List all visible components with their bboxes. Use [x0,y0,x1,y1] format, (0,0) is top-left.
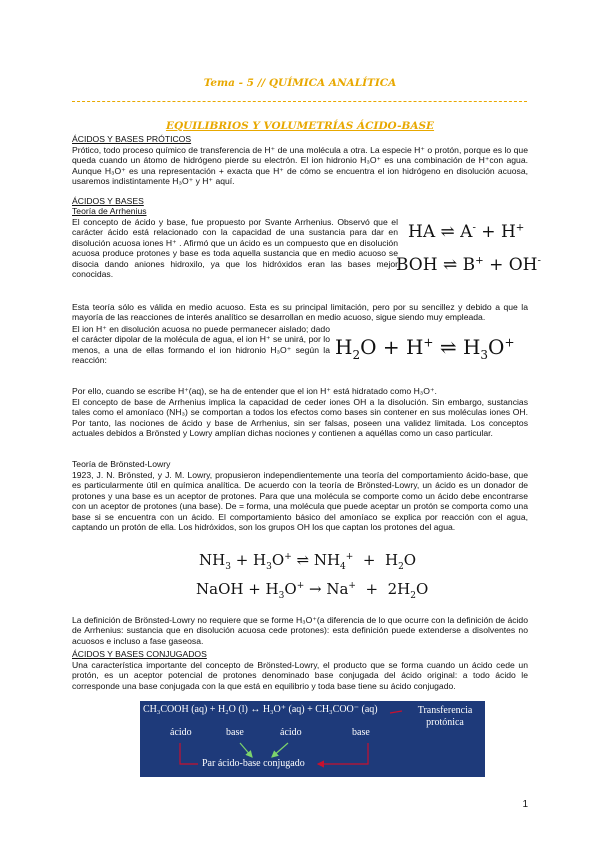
paragraph-ion-hidronio: El ion H⁺ en disolución acuosa no puede permanecer aislado; dado el carácter dipolar de la molécula de agua, el ion H⁺ se unirá, por lo menos, a una de ellas formando el ion hidronio H₃O⁺ según la reacción: [72,324,330,366]
paragraph-conjugados: Una característica importante del concepto de Brönsted-Lowry, el producto que se forma cuando un ácido cede un protón, es un aceptor potencial de protones denominado base conjugada del ácido original: a todo ácido le corresponde una base conjugada con la que está en equilibrio y toda base tiene su ácido conjugado. [72,660,528,691]
conjugate-pair-diagram [140,701,485,777]
diagram-label-base-2: base [352,727,370,738]
section-heading-acidos-proticos: ÁCIDOS Y BASES PRÓTICOS [72,134,192,144]
diagram-equation: CH₃COOH (aq) + H₂O (l) ↔ H₃O⁺ (aq) + CH₃COO⁻ (aq) [143,704,378,715]
diagram-label-acid-2: ácido [280,727,302,738]
paragraph-bronsted-lowry: 1923, J. N. Brönsted, y J. M. Lowry, propusieron independientemente una teoría del comportamiento ácido-base, que es particularmente útil en química analítica. De acuerdo con la teoría de Brönsted-Lowry, un ácido es un donador de protones y una base es un aceptor de protones. Para que una molécula se comporte como un ácido debe encontrarse con un aceptor de protones (una base). De = forma, una molécula que puede aceptar un protón se comporta como una base si se encuentra con un ácido. El comportamiento básico del amoníaco se explica por reacción con el agua, captando un protón de ella. Los hidróxidos, son los grupos OH los que captan los protones del agua. [72,470,528,533]
diagram-label-acid-1: ácido [170,727,192,738]
page-number: 1 [522,799,528,810]
paragraph-arrhenius: El concepto de ácido y base, fue propuesto por Svante Arrhenius. Observó que el carácter ácido está relacionado con la capacidad de una sustancia para dar en disolución acuosa iones H⁺ . Afirmó que un ácido es un compuesto que en disolución acuosa produce protones y base es toda aquella sustancia que en medio acuoso se disocia dando aniones hidroxilo, ya que los hidróxidos eran las bases mejor conocidas. [72,217,398,280]
pair-arrow-left [180,743,198,764]
title-divider [72,101,527,102]
equation-ha-dissociation: HA ⇌ A- + H+ [408,222,525,242]
paragraph-protico: Prótico, todo proceso químico de transferencia de H⁺ de una molécula a otra. La especie H⁺ o protón, porque es lo que queda cuando un átomo de hidrógeno pierde su electrón. El ion hidronio H₃O⁺ es una combinación de H⁺con agua. Aunque H₃O⁺ es una representación + exacta que H⁺ de cómo se encuentra el ion hidrógeno en disolución acuosa, usaremos indistintamente H₃O⁺ y H⁺ aquí. [72,145,528,187]
paragraph-limitacion: Esta teoría sólo es válida en medio acuoso. Esta es su principal limitación, pero por su sencillez y debido a que la mayoría de las reacciones de interés analítico se desarrollan en medio acuoso, sigue siendo muy empleada. [72,302,528,323]
topic-title: Tema - 5 // QUÍMICA ANALÍTICA [203,77,397,89]
diagram-arrows [140,701,485,777]
section-heading-conjugados: ÁCIDOS Y BASES CONJUGADOS [72,649,207,659]
subheading-arrhenius: Teoría de Arrhenius [72,206,147,216]
paragraph-base-arrhenius: El concepto de base de Arrhenius implica la capacidad de ceder iones OH a la disolución. Sin embargo, sustancias tales como el amoníaco (NH₃) se comportan a todos los efectos como bases sin contener en sus moléculas iones OH. Por tanto, las nociones de ácido y base de Arrhenius, sin ser falsas, poseen una validez limitada. Los conceptos actuales debidos a Brönsted y Lowry amplían dichas nociones y contienen a aquéllas como un caso particular. [72,397,528,439]
document-subtitle: EQUILIBRIOS Y VOLUMETRÍAS ÁCIDO-BASE [165,120,435,132]
diagram-transfer-label: Transferencia protónica [417,705,473,728]
transfer-arrow-1 [240,743,252,757]
diagram-label-base-1: base [226,727,244,738]
diagram-pair-label: Par ácido-base conjugado [202,758,305,769]
equation-hydronium-formation: $H_2O + H^+$ ⇌ $H_3O^+$ [335,335,515,362]
section-heading-acidos-bases: ÁCIDOS Y BASES [72,196,144,206]
equation-ammonia: $NH_3 + H_3O^+$ ⇌ $NH_4^+ + H_2O$ [199,551,417,572]
transfer-arrow-2 [272,743,288,757]
paragraph-h-aq: Por ello, cuando se escribe H⁺(aq), se ha de entender que el ion H⁺ está hidratado como H₃O⁺. [72,386,437,396]
transfer-pointer [390,711,402,713]
equation-boh-dissociation: BOH ⇌ B+ + OH- [396,255,541,275]
pair-arrow-right [318,743,368,764]
subheading-bronsted-lowry: Teoría de Brönsted-Lowry [72,459,171,469]
paragraph-definicion-bronsted: La definición de Brönsted-Lowry no requiere que se forme H₃O⁺(a diferencia de lo que ocurre con la definición de ácido de Arrhenius: sustancia que en disolución acuosa cede protones): esta definición puede extenderse a disolventes no acuosos e incluso a fase gaseosa. [72,615,528,646]
equation-naoh: NaOH + $H_3O^+ \to Na^+ + 2H_2O$ [196,580,429,601]
